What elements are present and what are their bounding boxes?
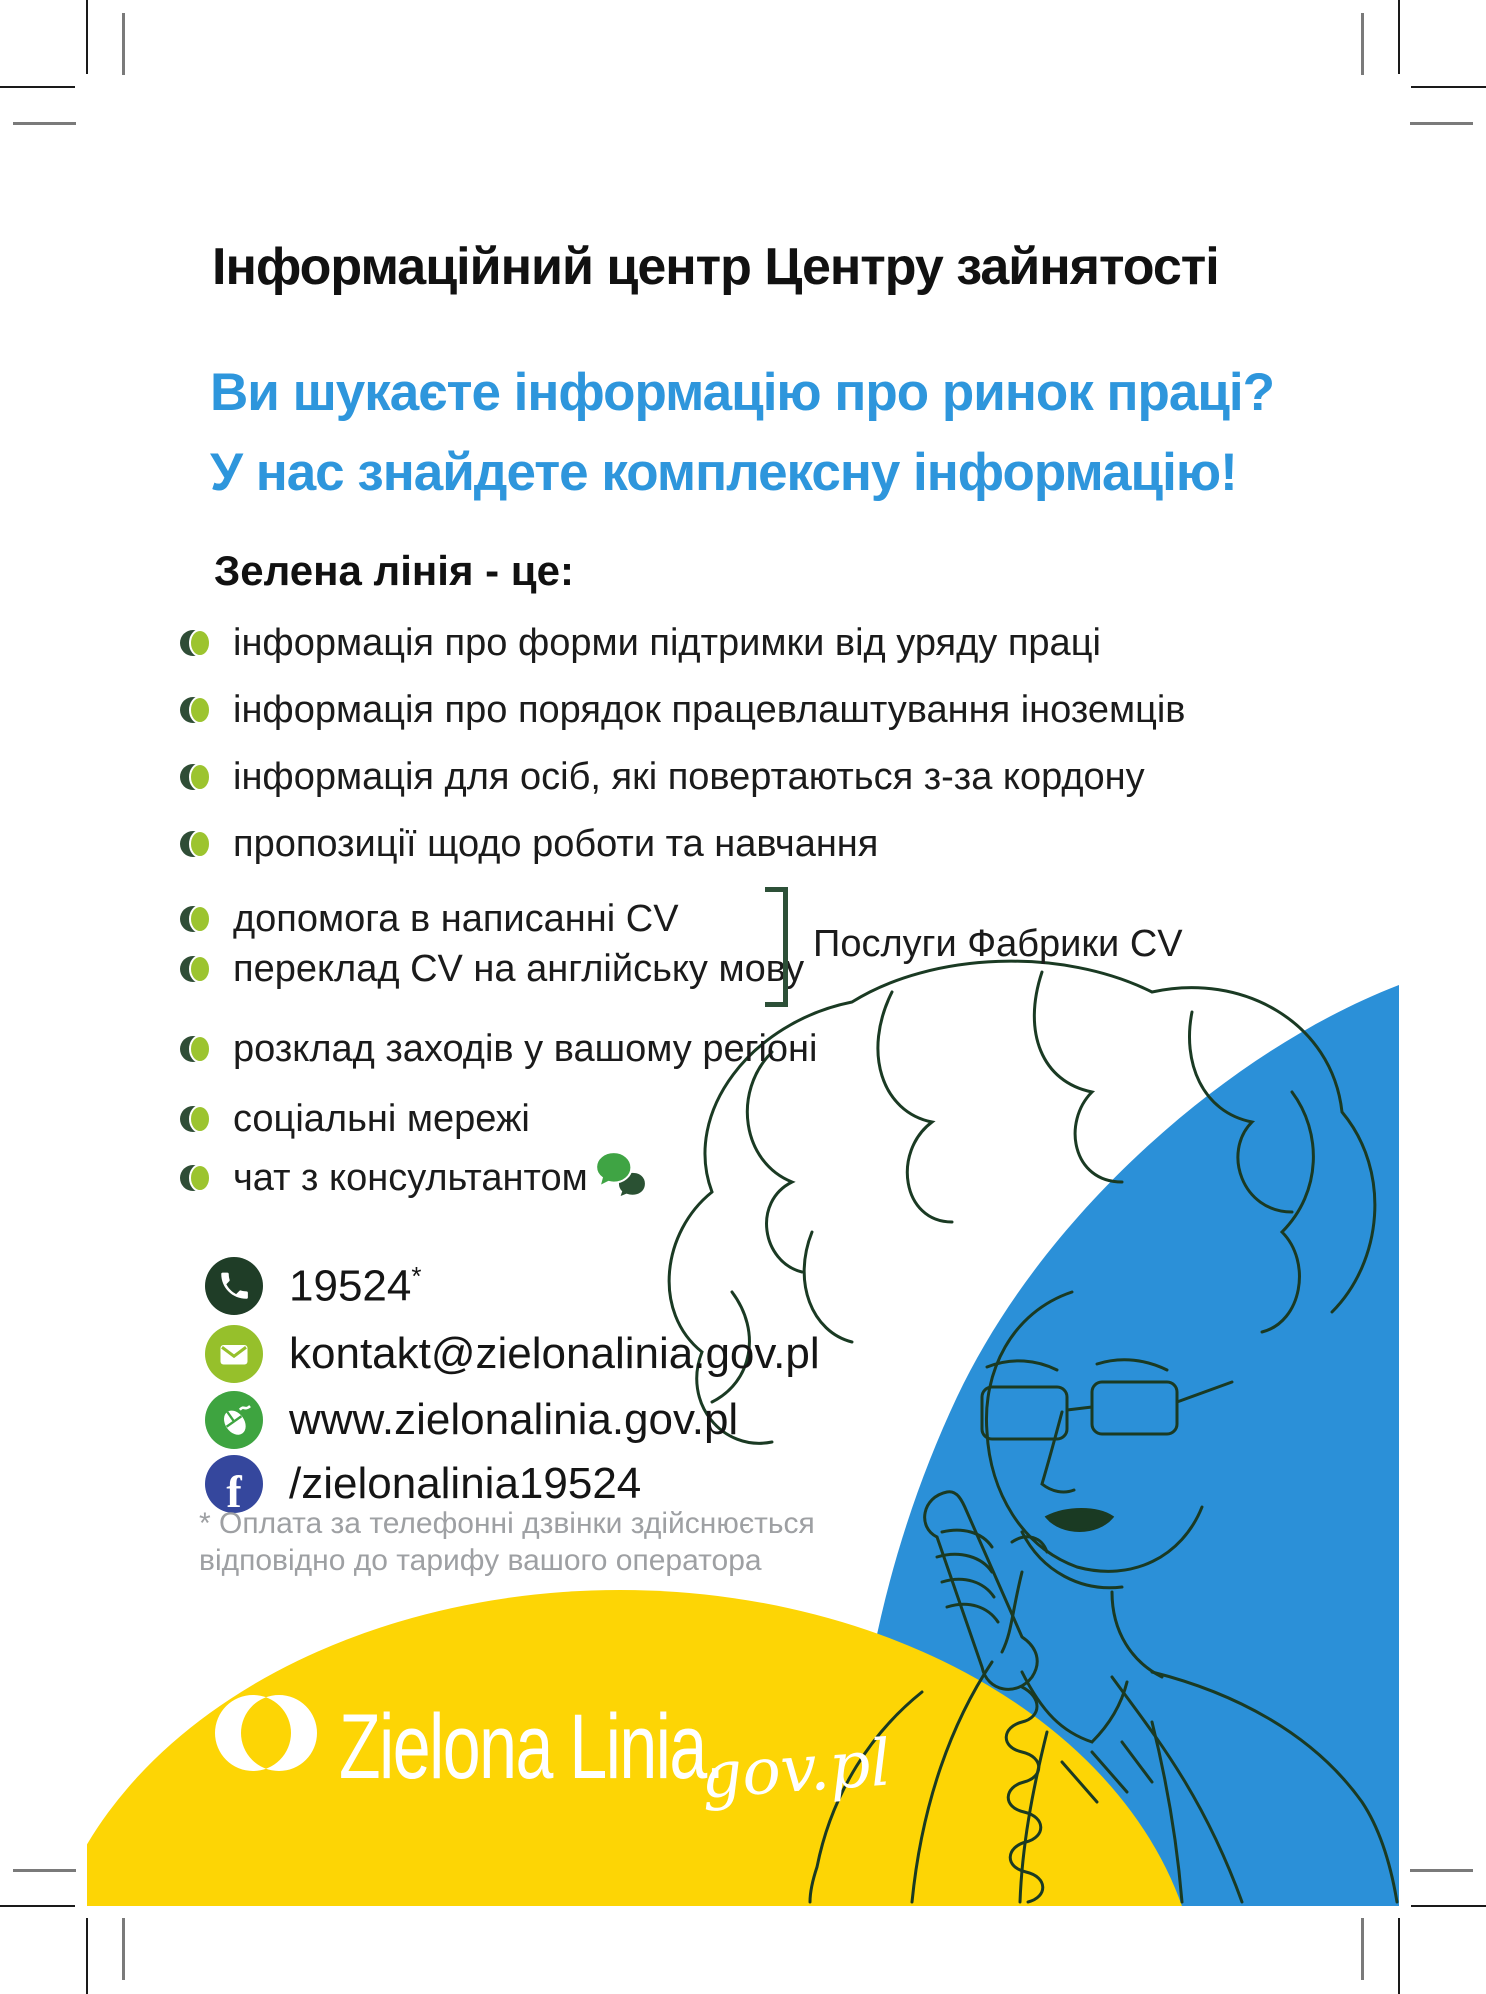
list-item-label: розклад заходів у вашому регіоні xyxy=(233,1027,818,1070)
green-dot-icon xyxy=(179,953,211,985)
list-item xyxy=(179,1156,588,1200)
list-item-label: допомога в написанні CV xyxy=(233,897,679,940)
list-item-label: інформація про порядок працевлаштування іноземців xyxy=(233,688,1186,731)
list-item-label: чат з консультантом xyxy=(233,1156,588,1199)
contact-website-row xyxy=(205,1390,738,1450)
list-item xyxy=(179,755,1145,799)
list-item xyxy=(179,822,878,866)
phone-icon xyxy=(205,1257,263,1315)
crop-mark xyxy=(86,1918,88,1994)
logo-domain-text: gov.pl xyxy=(698,1726,894,1814)
facebook-handle[interactable]: /zielonalinia19524 xyxy=(289,1459,642,1508)
list-item-label: соціальні мережі xyxy=(233,1097,530,1140)
green-dot-icon xyxy=(179,903,211,935)
crop-mark xyxy=(13,122,76,125)
facebook-icon: f xyxy=(205,1455,263,1513)
crop-mark xyxy=(1361,13,1364,75)
zielona-linia-logo-mark xyxy=(213,1693,319,1773)
intro-line-2: У нас знайдете комплексну інформацію! xyxy=(210,443,1237,502)
green-dot-icon xyxy=(179,627,211,659)
green-dot-icon xyxy=(179,694,211,726)
crop-mark xyxy=(1398,1918,1400,1994)
list-item xyxy=(179,947,804,991)
flyer-page xyxy=(87,87,1399,1906)
green-dot-icon xyxy=(179,761,211,793)
website-url[interactable]: www.zielonalinia.gov.pl xyxy=(289,1395,739,1444)
list-item-label: інформація про форми підтримки від уряду праці xyxy=(233,621,1101,664)
logo-brand-text: Zielona Linia. xyxy=(339,1696,724,1798)
green-dot-icon xyxy=(179,1033,211,1065)
list-item-label: інформація для осіб, які повертаються з-за кордону xyxy=(233,755,1145,798)
list-item xyxy=(179,897,679,941)
green-dot-icon xyxy=(179,1162,211,1194)
green-dot-icon xyxy=(179,828,211,860)
crop-mark xyxy=(122,1918,125,1980)
list-item xyxy=(179,688,1186,732)
cv-services-bracket xyxy=(765,887,788,1007)
contact-phone-row xyxy=(205,1256,421,1316)
crop-mark xyxy=(86,0,88,74)
phone-footnote-marker: * xyxy=(411,1260,422,1291)
crop-mark xyxy=(1411,86,1486,88)
crop-mark xyxy=(122,13,125,75)
email-address[interactable]: kontakt@zielonalinia.gov.pl xyxy=(289,1329,820,1378)
phone-number[interactable]: 19524* xyxy=(289,1260,422,1311)
list-item xyxy=(179,1097,530,1141)
green-dot-icon xyxy=(179,1103,211,1135)
crop-mark xyxy=(1398,0,1400,74)
email-icon xyxy=(205,1325,263,1383)
intro-line-1: Ви шукаєте інформацію про ринок праці? xyxy=(210,363,1275,422)
crop-mark xyxy=(1410,122,1473,125)
mouse-icon xyxy=(205,1391,263,1449)
services-heading: Зелена лінія - це: xyxy=(214,547,574,594)
crop-mark xyxy=(0,1905,75,1907)
footnote-line-1: * Оплата за телефонні дзвінки здійснюється xyxy=(199,1507,815,1540)
footnote-line-2: відповідно до тарифу вашого оператора xyxy=(199,1544,762,1577)
list-item-label: пропозиції щодо роботи та навчання xyxy=(233,822,879,865)
crop-mark xyxy=(1410,1869,1473,1872)
list-item xyxy=(179,1027,817,1071)
list-item xyxy=(179,621,1101,665)
list-item-label: переклад CV на англійську мову xyxy=(233,947,805,990)
crop-mark xyxy=(1361,1918,1364,1980)
cv-services-label: Послуги Фабрики CV xyxy=(813,923,1183,965)
crop-mark xyxy=(0,86,75,88)
intro-text xyxy=(210,353,1274,513)
phone-cost-footnote xyxy=(199,1505,815,1579)
chat-bubbles-icon xyxy=(593,1149,647,1203)
contact-email-row xyxy=(205,1324,820,1384)
page-title: Інформаційний центр Центру зайнятості xyxy=(212,238,1219,296)
crop-mark xyxy=(13,1869,76,1872)
crop-mark xyxy=(1411,1905,1486,1907)
